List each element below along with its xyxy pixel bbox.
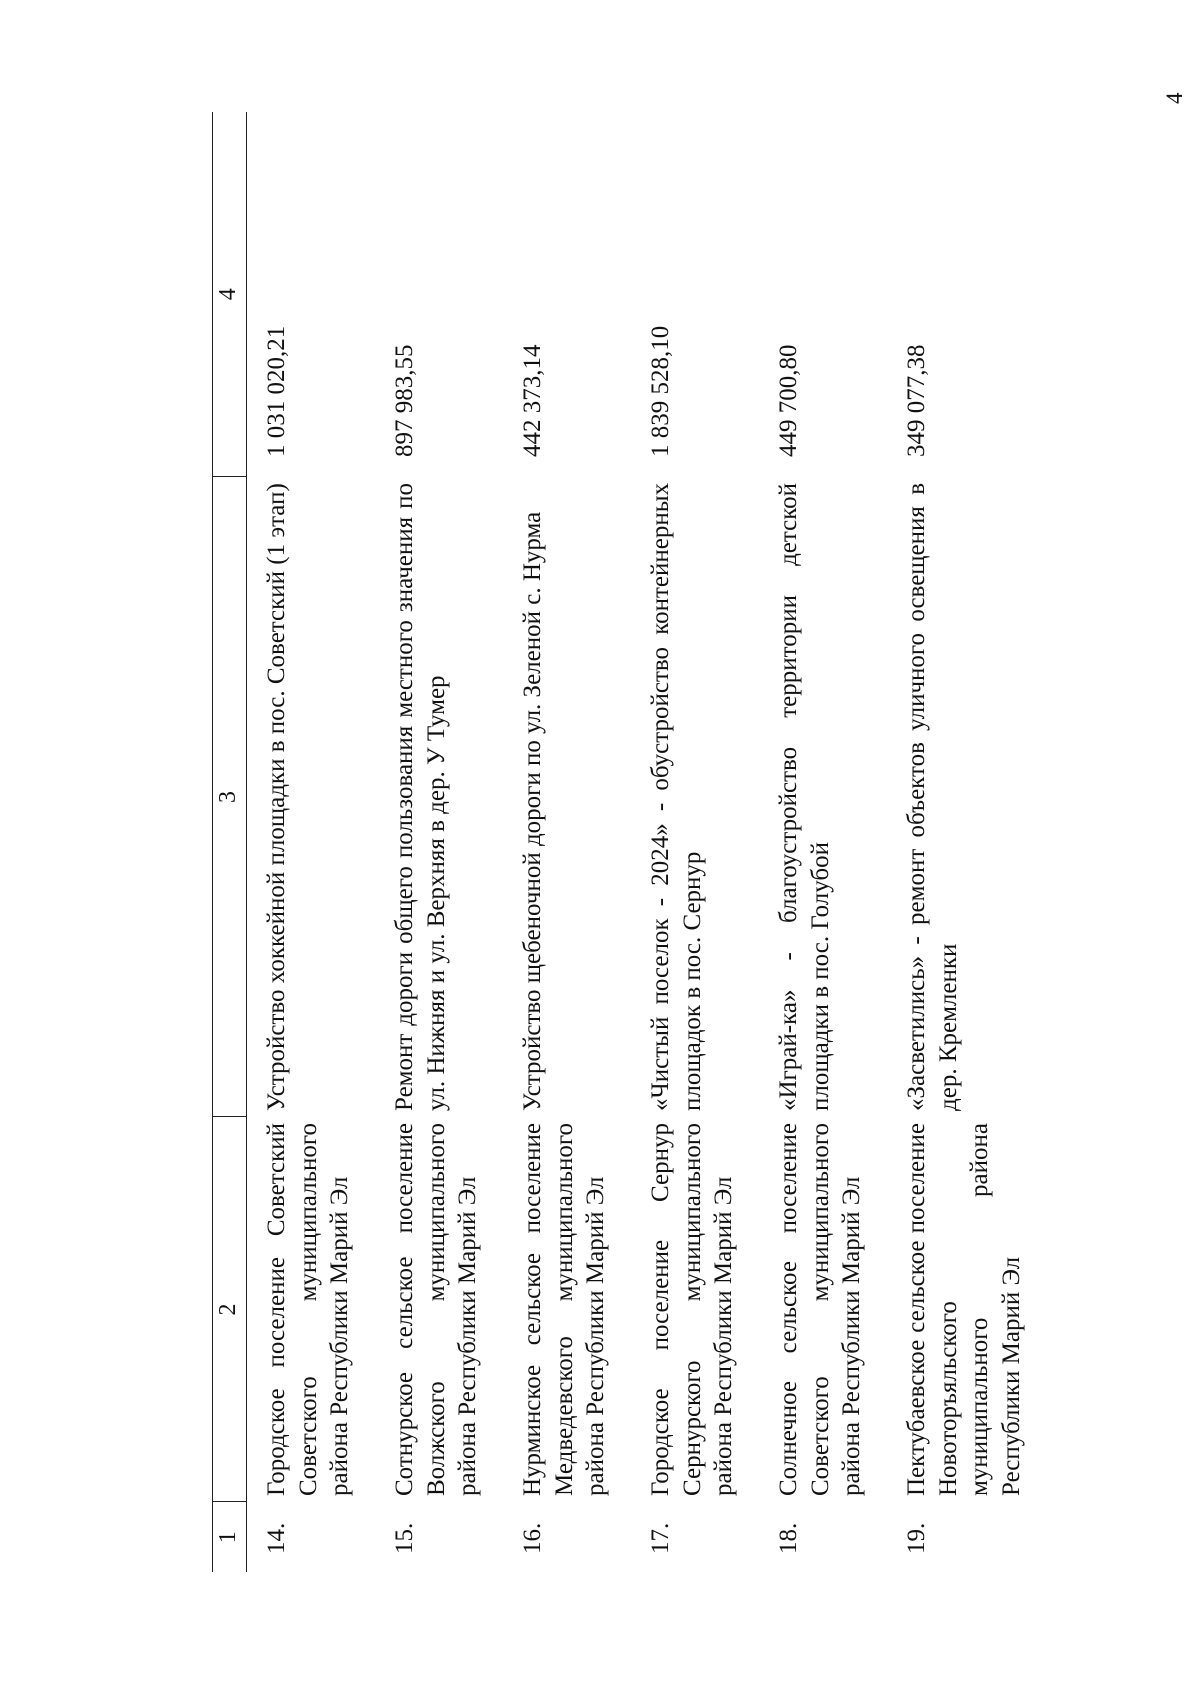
settlement-name: Городское поселение Советский Советского муниципального района Республики Марий Эл — [263, 1123, 354, 1496]
amount: 897 983,55 — [391, 344, 419, 457]
project-description: Устройство хоккейной площадки в пос. Советский (1 этап) — [263, 483, 291, 1111]
table-row — [887, 112, 1039, 1572]
table-row — [247, 112, 376, 1572]
project-description: Ремонт дороги общего пользования местного значения по ул. Нижняя и ул. Верхняя в дер. У Тумер — [391, 483, 450, 1111]
settlement-name: Сотнурское сельское поселение Волжского муниципального района Республики Марий Эл — [391, 1123, 482, 1496]
amount: 349 077,38 — [903, 344, 931, 457]
row-number: 18. — [775, 1522, 803, 1554]
table-container — [212, 112, 1032, 1572]
table-header-row — [213, 112, 247, 1572]
row-number: 19. — [903, 1522, 931, 1554]
row-number: 17. — [647, 1522, 675, 1554]
amount: 1 839 528,10 — [647, 325, 675, 457]
settlement-name: Солнечное сельское поселение Советского муниципального района Республики Марий Эл — [775, 1123, 866, 1496]
amount: 449 700,80 — [775, 344, 803, 457]
settlement-name: Городское поселение Сернур Сернурского муниципального района Республики Марий Эл — [647, 1123, 738, 1496]
column-header-3: 3 — [213, 477, 247, 1117]
table-row — [375, 112, 503, 1572]
table-row — [631, 112, 759, 1572]
project-description: Устройство щебеночной дороги по ул. Зеленой с. Нурма — [519, 511, 547, 1111]
column-header-1: 1 — [213, 1502, 247, 1572]
page-number: 4 — [1162, 92, 1187, 104]
funding-table — [212, 112, 1039, 1572]
project-description: «Играй-ка» - благоустройство территории детской площадки в пос. Голубой — [775, 483, 834, 1111]
column-header-4: 4 — [213, 112, 247, 477]
settlement-name: Пектубаевское сельское поселение Новоторъяльского муниципального района Республики Марий Эл — [903, 1123, 1025, 1496]
table-row — [503, 112, 631, 1572]
row-number: 14. — [263, 1522, 291, 1554]
row-number: 15. — [391, 1522, 419, 1554]
amount: 442 373,14 — [519, 344, 547, 457]
settlement-name: Нурминское сельское поселение Медведевского муниципального района Республики Марий Эл — [519, 1123, 610, 1496]
amount: 1 031 020,21 — [263, 325, 291, 457]
row-number: 16. — [519, 1522, 547, 1554]
project-description: «Чистый поселок - 2024» - обустройство контейнерных площадок в пос. Сернур — [647, 483, 706, 1111]
table-row — [759, 112, 887, 1572]
project-description: «Засветились» - ремонт объектов уличного освещения в дер. Кремленки — [903, 483, 962, 1111]
column-header-2: 2 — [213, 1117, 247, 1502]
